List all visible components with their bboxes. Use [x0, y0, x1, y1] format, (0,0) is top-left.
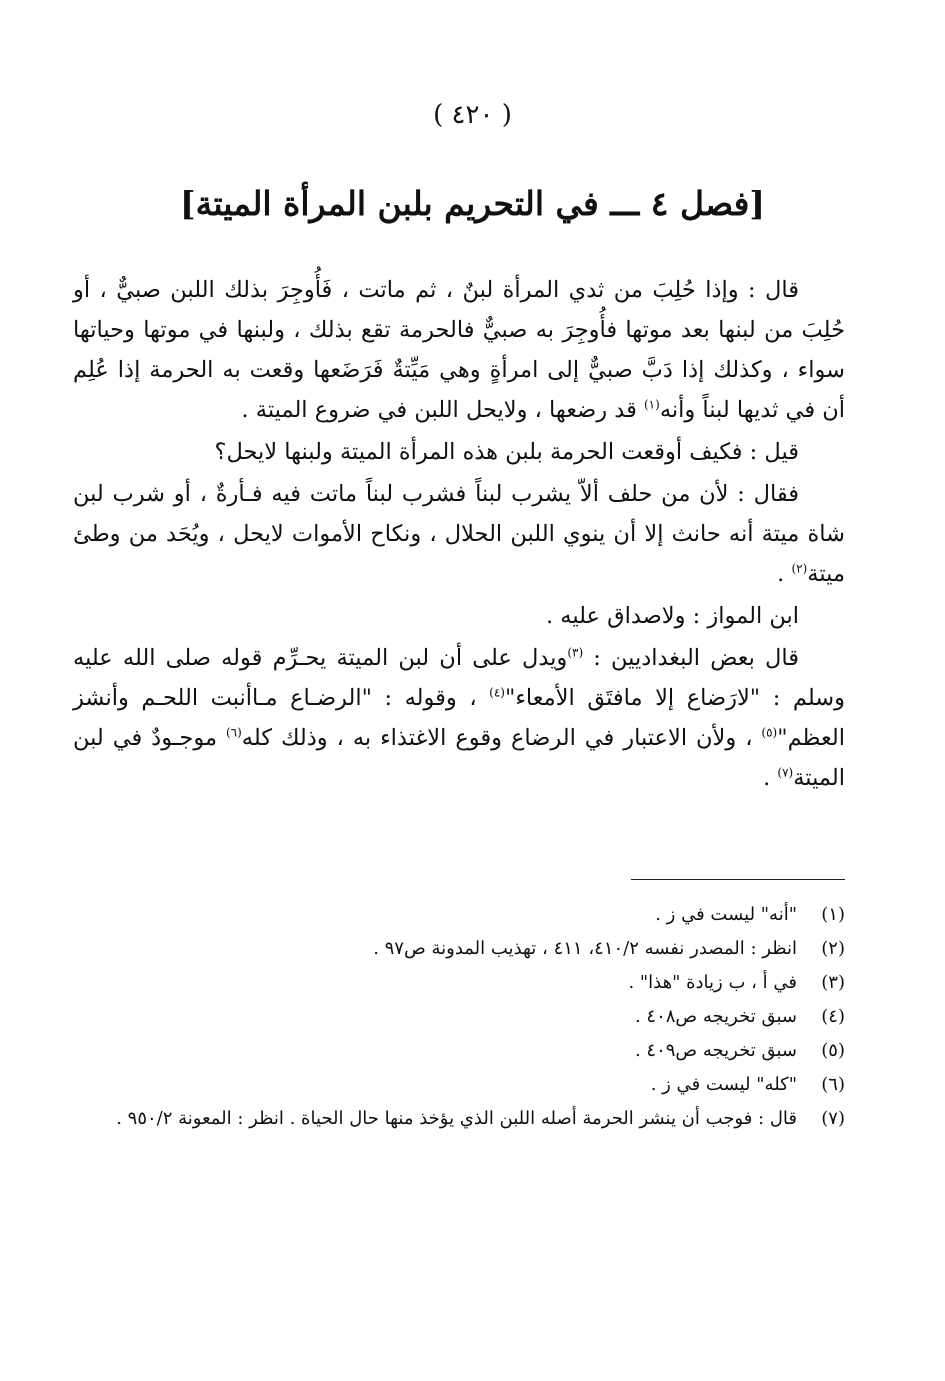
footnote-ref: (٥): [761, 725, 778, 740]
footnote-number: (٧): [821, 1108, 845, 1129]
footnote-text: قال : فوجب أن ينشر الحرمة أصله اللبن الذي يؤخذ منها حال الحياة . انظر : المعونة ٩٥٠/٢ .: [116, 1108, 797, 1129]
paragraph: [73, 474, 845, 594]
paragraph-text: .: [763, 765, 778, 791]
footnote-ref: (٢): [791, 561, 808, 576]
footnote-text: "كله" ليست في ز .: [650, 1074, 797, 1095]
paragraph-text: ويدل على أن لبن الميتة يحـرِّم قوله صلى الله عليه وسلم : "لارَضاع إلا مافتَق الأمعاء": [73, 645, 845, 711]
footnote-ref: (٦): [225, 725, 242, 740]
paragraph: [73, 596, 845, 636]
paragraph-text: قيل : فكيف أوقعت الحرمة بلبن هذه المرأة الميتة ولبنها لايحل؟: [214, 439, 799, 465]
paragraph-text: قد رضعها ، ولايحل اللبن في ضروع الميتة .: [241, 397, 644, 423]
chapter-title: [فصل ٤ ـــ في التحريم بلبن المرأة الميتة]: [180, 184, 765, 223]
paragraph-text: قال : وإذا حُلِبَ من ثدي المرأة لبنٌ ، ثم ماتت ، فَأُوجِرَ بذلك اللبن صبيٌّ ، أو حُلِبَ من لبنها بعد موتها فأُوجِرَ به صبيٌّ فالحرمة تقع بذلك ، ولبنها في موتها وحياتها سواء ، وكذلك إذا دَبَّ صبيٌّ إلى امرأةٍ وهي مَيِّتةٌ فَرَضَعها وقعت به الحرمة إذا عُلِم أن في ثديها لبناً وأنه: [73, 277, 845, 423]
footnote-ref: (٣): [567, 645, 584, 660]
footnote: [73, 966, 845, 1000]
footnote-text: سبق تخريجه ص٤٠٨ .: [634, 1006, 797, 1027]
paragraph-text: ، ولأن الاعتبار في الرضاع وقوع الاغتذاء به ، وذلك كله: [241, 725, 762, 751]
footnote-text: سبق تخريجه ص٤٠٩ .: [634, 1040, 797, 1061]
footnote-number: (١): [821, 904, 845, 925]
footnote-text: في أ ، ب زيادة "هذا" .: [628, 972, 797, 993]
paragraph-text: ابن المواز : ولاصداق عليه .: [545, 603, 799, 629]
footnote-number: (٢): [821, 938, 845, 959]
footnote: [73, 1034, 845, 1068]
page-number: ( ٤٢٠ ): [433, 100, 512, 130]
footnote-ref: (١): [643, 397, 660, 412]
paragraph-text: فقال : لأن من حلف ألاّ يشرب لبناً فشرب لبناً ماتت فيه فـأرةٌ ، أو شرب لبن شاة ميتة أنه حانث إلا أن ينوي اللبن الحلال ، ونكاح الأموات لايحل ، ويُحَد من وطئ ميتة: [73, 481, 845, 587]
footnote-number: (٣): [821, 972, 845, 993]
footnote-ref: (٧): [777, 765, 794, 780]
paragraph-text: .: [777, 561, 792, 587]
paragraph-text: قال بعض البغداديين :: [583, 645, 800, 671]
footnote-number: (٦): [821, 1074, 845, 1095]
footnote-ref: (٤): [489, 685, 505, 700]
body-text: [73, 270, 845, 800]
footnote-number: (٥): [821, 1040, 845, 1061]
footnote: [73, 932, 845, 966]
footnote: [73, 898, 845, 932]
paragraph-text: ، وقوله : "الرضـاع مـاأنبت اللحـم وأنشز العظم": [73, 685, 845, 751]
footnote: [73, 1000, 845, 1034]
paragraph: [73, 432, 845, 472]
paragraph: [73, 270, 845, 430]
paragraph-text: موجـودٌ في لبن الميتة: [73, 725, 845, 791]
paragraph: [73, 638, 845, 798]
footnotes: [73, 898, 845, 1136]
footnote-number: (٤): [821, 1006, 845, 1027]
footnote-text: انظر : المصدر نفسه ٤١٠/٢، ٤١١ ، تهذيب المدونة ص٩٧ .: [373, 938, 797, 959]
footnote: [73, 1068, 845, 1102]
footnote-text: "أنه" ليست في ز .: [655, 904, 797, 925]
footnote-separator: [631, 879, 845, 880]
footnote: [73, 1102, 845, 1136]
